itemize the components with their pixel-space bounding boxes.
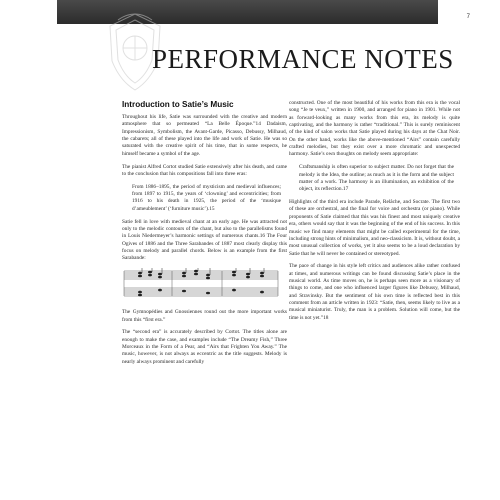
paragraph: The pace of change in his style left critics and audiences alike rather confused at times, and numerous writings can be found discussing Satie’s place in the musical world. As time moves on, he is perhaps seen more as a visionary of things to come, and one who influenced larger figures like Debussy, Milhaud, and Stravinsky. But the sentiment of his own time is reflected best in this comment from an article written in 1923: “Satie, then, seems likely to live as a musical miniaturist. Truly, the man is a problem. Solution will come, but the time is not yet.”18: [289, 263, 460, 321]
music-score-excerpt: [122, 268, 280, 302]
page-number: 7: [466, 14, 470, 20]
right-column: [289, 100, 460, 328]
block-quote: Craftsmanship is often superior to subject matter. Do not forget that the melody is the Idea, the outline; as much as it is the form and the subject matter of a work. The harmony is an illumination, an exhibition of the object, its reflection.17: [299, 164, 454, 193]
paragraph: Throughout his life, Satie was surrounded with the creative and modern atmosphere that so permeated “La Belle Époque.”14 Dadaism, Impressionism, Symbolism, the Avant-Garde, Picasso, Debussy, Milhaud, the cabarets; all of these played into the life and work of Satie. He was so saturated with the creative spirit of his time, that in some respects, he himself became a symbol of the age.: [122, 114, 287, 157]
paragraph: constructed. One of the most beautiful of his works from this era is the vocal song “Je te veux,” written in 1900, and arranged for piano in 1901. While not as forward-looking as many works from this era, its melody is quite captivating, and the harmony is rather “traditional.” This is surely reminiscent of the kind of salon works that Satie played during his days at the Chat Noir. On the other hand, works like the above-mentioned “Airs” contain carefully crafted melodies, but they exist over a more chromatic and unexpected harmony. Satie’s own thoughts on melody seem appropriate:: [289, 100, 460, 158]
paragraph: The Gymnopédies and Gnossiennes round out the more important works from this “first era.”: [122, 309, 287, 323]
paragraph: The “second era” is accurately described by Cortot. The titles alone are enough to make the case, and examples include “The Dreamy Fish,” Three Morceaux in the Form of a Pear, and “Airs that Frighten You Away.” The music, however, is not always as eccentric as the title suggests. Melody is nearly always prominent and carefully: [122, 329, 287, 365]
paragraph: Highlights of the third era include Parade, Relâche, and Socrate. The first two of these are orchestral, and the final for voice and orchestra (or piano). While proponents of Satie claimed that this was his finest and most uniquely creative era, others would say that it was the beginning of the end of his success. In this music we find many elements that might be called experimental for the time, including strong hints of minimalism, and neo-classicism. It is, without doubt, a most unusual collection of works, yet it also seems to be a loud declaration by Satie that he will never be contained or stereotyped.: [289, 199, 460, 257]
paragraph: The pianist Alfred Cortot studied Satie extensively after his death, and came to the conclusion that his compositions fall into three eras:: [122, 163, 287, 177]
section-heading: Introduction to Satie’s Music: [122, 100, 234, 109]
left-column: [122, 100, 287, 372]
paragraph: Satie fell in love with medieval chant at an early age. He was attracted not only to the melodic contours of the chant, but also to the parallelisms found in Louis Niedermeyer’s harmonic settings of numerous chants.16 The Four Ogives of 1886 and the Three Sarabandes of 1887 most clearly display this focus on melody and parallel chords. Below is an example from the first Sarabande:: [122, 218, 287, 262]
page-title: PERFORMANCE NOTES: [152, 44, 454, 74]
block-quote: From 1886–1895, the period of mysticism and medieval influences; from 1897 to 1915, the years of ‘clowning’ and eccentricities; from 1916 to his death in 1925, the period of the ‘musique d’ameublement’ (‘furniture music’).15: [132, 183, 281, 212]
